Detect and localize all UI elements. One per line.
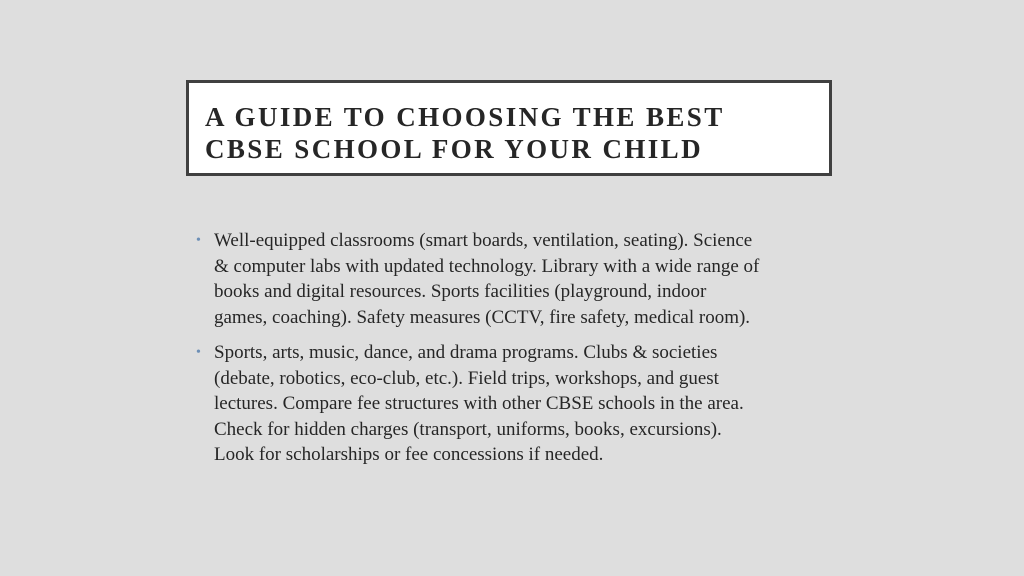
bullet-dot-icon: • — [196, 233, 201, 248]
bullet-item-facilities — [196, 228, 832, 330]
title-box — [186, 80, 832, 176]
bullet-item-activities-fees — [196, 340, 832, 468]
slide-title: A GUIDE TO CHOOSING THE BEST CBSE SCHOOL FOR YOUR CHILD — [205, 102, 725, 164]
bullet-text: Sports, arts, music, dance, and drama programs. Clubs & societies (debate, robotics, eco-club, etc.). Field trips, workshops, and guest lectures. Compare fee structures with other CBSE schools in the area. Check for hidden charges (transport, uniforms, books, excursions). Look for scholarships or fee concessions if needed. — [214, 342, 744, 465]
bullet-text: Well-equipped classrooms (smart boards, ventilation, seating). Science & computer labs with updated technology. Library with a wide range of books and digital resources. Sports facilities (playground, indoor games, coaching). Safety measures (CCTV, fire safety, medical room). — [214, 230, 760, 328]
bullet-list — [196, 228, 832, 478]
bullet-dot-icon: • — [196, 345, 201, 360]
